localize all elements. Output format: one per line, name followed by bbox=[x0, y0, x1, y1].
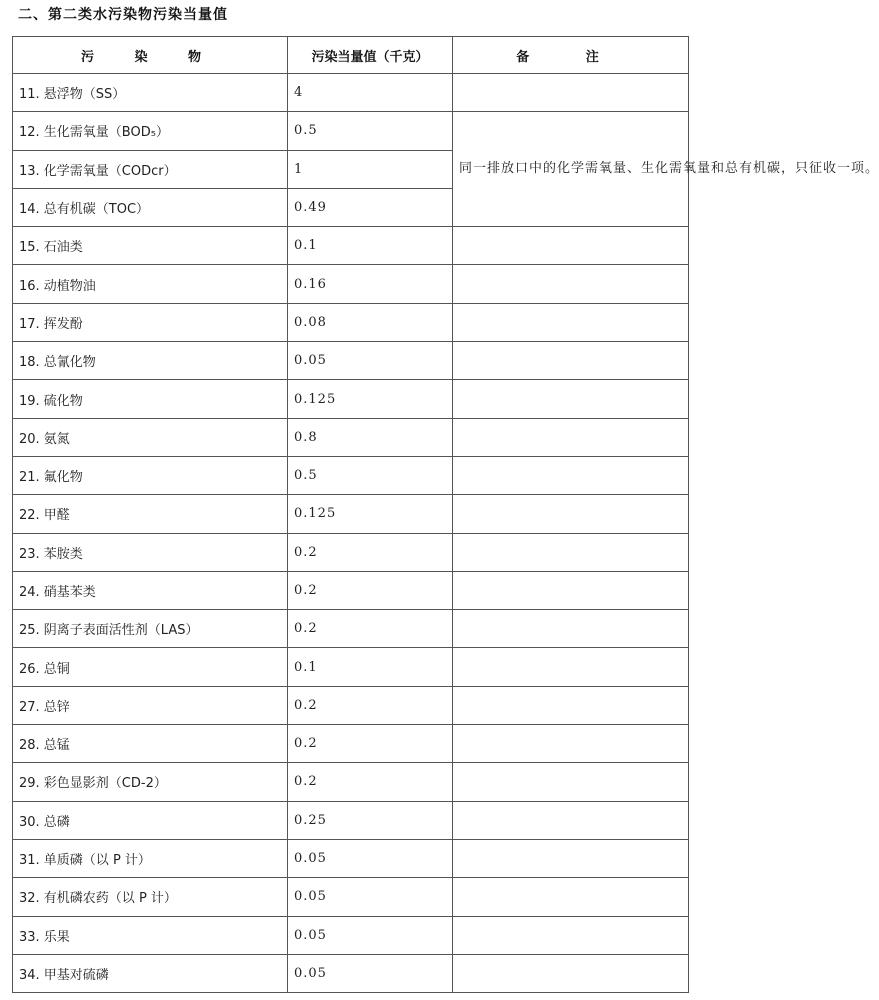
table-row bbox=[13, 610, 689, 648]
equivalent-value: 0.2 bbox=[288, 571, 453, 609]
note-cell-empty bbox=[453, 610, 689, 648]
equivalent-value: 0.16 bbox=[288, 265, 453, 303]
header-value: 污染当量值（千克） bbox=[288, 37, 453, 74]
pollutant-name: 31. 单质磷（以 P 计） bbox=[13, 839, 288, 877]
pollutant-name: 20. 氨氮 bbox=[13, 418, 288, 456]
table-row bbox=[13, 571, 689, 609]
note-cell-empty bbox=[453, 686, 689, 724]
equivalent-value: 0.25 bbox=[288, 801, 453, 839]
note-cell-empty bbox=[453, 303, 689, 341]
note-cell-empty bbox=[453, 342, 689, 380]
header-pollutant: 污 染 物 bbox=[13, 37, 288, 74]
table-header-row bbox=[13, 37, 689, 74]
equivalent-value: 0.05 bbox=[288, 916, 453, 954]
pollutant-name: 11. 悬浮物（SS） bbox=[13, 74, 288, 112]
note-cell-empty bbox=[453, 725, 689, 763]
equivalent-value: 0.1 bbox=[288, 648, 453, 686]
note-cell-empty bbox=[453, 916, 689, 954]
pollutant-name: 28. 总锰 bbox=[13, 725, 288, 763]
note-cell-empty bbox=[453, 265, 689, 303]
equivalent-value: 0.08 bbox=[288, 303, 453, 341]
pollutant-name: 16. 动植物油 bbox=[13, 265, 288, 303]
pollutant-table bbox=[12, 36, 879, 993]
pollutant-name: 27. 总锌 bbox=[13, 686, 288, 724]
equivalent-value: 0.5 bbox=[288, 456, 453, 494]
equivalent-value: 0.125 bbox=[288, 380, 453, 418]
note-cell-empty bbox=[453, 878, 689, 916]
note-cell: 同一排放口中的化学需氧量、生化需氧量和总有机碳，只征收一项。 bbox=[453, 112, 689, 227]
equivalent-value: 0.2 bbox=[288, 533, 453, 571]
equivalent-value: 0.125 bbox=[288, 495, 453, 533]
pollutant-name: 12. 生化需氧量（BOD₅） bbox=[13, 112, 288, 150]
header-note: 备 注 bbox=[453, 37, 689, 74]
table-row bbox=[13, 954, 689, 992]
table-row bbox=[13, 916, 689, 954]
pollutant-name: 30. 总磷 bbox=[13, 801, 288, 839]
equivalent-value: 0.8 bbox=[288, 418, 453, 456]
table-row bbox=[13, 533, 689, 571]
table-row bbox=[13, 648, 689, 686]
equivalent-value: 0.5 bbox=[288, 112, 453, 150]
table-row bbox=[13, 265, 689, 303]
equivalent-value: 0.2 bbox=[288, 725, 453, 763]
table-row bbox=[13, 227, 689, 265]
table-row bbox=[13, 456, 689, 494]
note-cell-empty bbox=[453, 456, 689, 494]
equivalent-value: 4 bbox=[288, 74, 453, 112]
pollutant-name: 14. 总有机碳（TOC） bbox=[13, 188, 288, 226]
pollutant-name: 15. 石油类 bbox=[13, 227, 288, 265]
equivalent-value: 0.2 bbox=[288, 686, 453, 724]
pollutant-name: 19. 硫化物 bbox=[13, 380, 288, 418]
table-row bbox=[13, 725, 689, 763]
equivalent-value: 0.2 bbox=[288, 763, 453, 801]
note-cell-empty bbox=[453, 801, 689, 839]
equivalent-value: 0.05 bbox=[288, 878, 453, 916]
pollutant-name: 25. 阴离子表面活性剂（LAS） bbox=[13, 610, 288, 648]
pollutant-name: 23. 苯胺类 bbox=[13, 533, 288, 571]
pollutant-name: 22. 甲醛 bbox=[13, 495, 288, 533]
equivalent-value: 0.05 bbox=[288, 954, 453, 992]
note-cell-empty bbox=[453, 533, 689, 571]
pollutant-name: 32. 有机磷农药（以 P 计） bbox=[13, 878, 288, 916]
table-row bbox=[13, 303, 689, 341]
note-cell-empty bbox=[453, 648, 689, 686]
pollutant-name: 29. 彩色显影剂（CD-2） bbox=[13, 763, 288, 801]
note-cell-empty bbox=[453, 954, 689, 992]
table-row bbox=[13, 495, 689, 533]
pollutant-name: 13. 化学需氧量（CODcr） bbox=[13, 150, 288, 188]
table-row bbox=[13, 878, 689, 916]
pollutant-name: 17. 挥发酚 bbox=[13, 303, 288, 341]
pollutant-name: 21. 氟化物 bbox=[13, 456, 288, 494]
pollutant-name: 26. 总铜 bbox=[13, 648, 288, 686]
equivalent-value: 0.2 bbox=[288, 610, 453, 648]
note-cell-empty bbox=[453, 380, 689, 418]
pollutant-name: 24. 硝基苯类 bbox=[13, 571, 288, 609]
pollutant-name: 33. 乐果 bbox=[13, 916, 288, 954]
equivalent-value: 0.49 bbox=[288, 188, 453, 226]
table-row bbox=[13, 801, 689, 839]
table-row bbox=[13, 380, 689, 418]
table-row bbox=[13, 74, 689, 112]
equivalent-value: 0.1 bbox=[288, 227, 453, 265]
table-row bbox=[13, 112, 689, 150]
equivalent-value: 1 bbox=[288, 150, 453, 188]
note-cell-empty bbox=[453, 74, 689, 112]
section-title: 二、第二类水污染物污染当量值 bbox=[18, 7, 228, 23]
equivalent-value: 0.05 bbox=[288, 342, 453, 380]
note-cell-empty bbox=[453, 418, 689, 456]
equivalent-value: 0.05 bbox=[288, 839, 453, 877]
table-row bbox=[13, 686, 689, 724]
table-row bbox=[13, 342, 689, 380]
table-row bbox=[13, 839, 689, 877]
note-cell-empty bbox=[453, 763, 689, 801]
pollutant-name: 18. 总氰化物 bbox=[13, 342, 288, 380]
note-cell-empty bbox=[453, 495, 689, 533]
note-cell-empty bbox=[453, 571, 689, 609]
table-row bbox=[13, 418, 689, 456]
note-cell-empty bbox=[453, 839, 689, 877]
pollutant-name: 34. 甲基对硫磷 bbox=[13, 954, 288, 992]
table-row bbox=[13, 763, 689, 801]
note-cell-empty bbox=[453, 227, 689, 265]
